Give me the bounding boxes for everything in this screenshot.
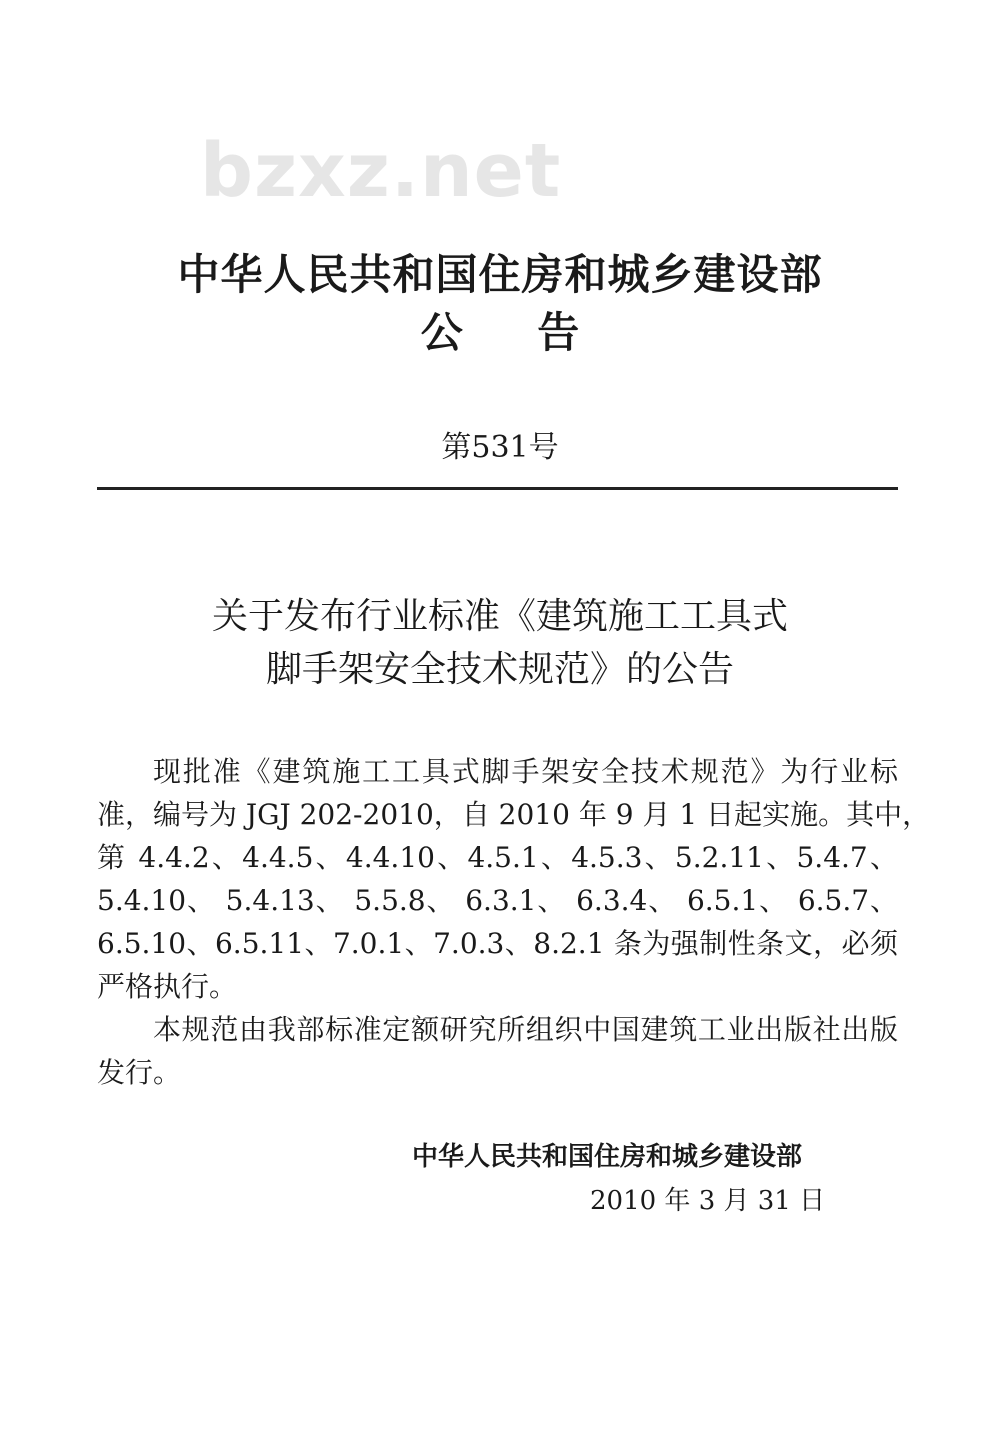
body-line: 5.4.10、 5.4.13、 5.5.8、 6.3.1、 6.3.4、 6.5.1、 6.5.7、: [97, 884, 898, 917]
divider: [97, 487, 898, 490]
watermark: bzxz.net: [200, 128, 562, 214]
document-type: 公 告: [420, 308, 580, 357]
body-line: 准，编号为 JGJ 202-2010，自 2010 年 9 月 1 日起实施。其中，: [97, 798, 931, 831]
body-line: 第 4.4.2、4.4.5、4.4.10、4.5.1、4.5.3、5.2.11、5.4.7、: [97, 841, 898, 874]
signature: 中华人民共和国住房和城乡建设部: [412, 1142, 803, 1172]
notice-number: 第531号: [441, 430, 559, 465]
body-line: 严格执行。: [97, 970, 238, 1003]
body-line: 6.5.10、6.5.11、7.0.1、7.0.3、8.2.1 条为强制性条文，必须: [97, 927, 898, 960]
date: 2010 年 3 月 31 日: [590, 1186, 826, 1216]
heading-line-2: 脚手架安全技术规范》的公告: [265, 649, 734, 690]
body-line: 本规范由我部标准定额研究所组织中国建筑工业出版社出版: [153, 1013, 898, 1046]
issuer-title: 中华人民共和国住房和城乡建设部: [177, 250, 823, 299]
body-line: 发行。: [97, 1056, 182, 1089]
body-line: 现批准《建筑施工工具式脚手架安全技术规范》为行业标: [153, 755, 898, 788]
heading-line-1: 关于发布行业标准《建筑施工工具式: [211, 596, 788, 637]
